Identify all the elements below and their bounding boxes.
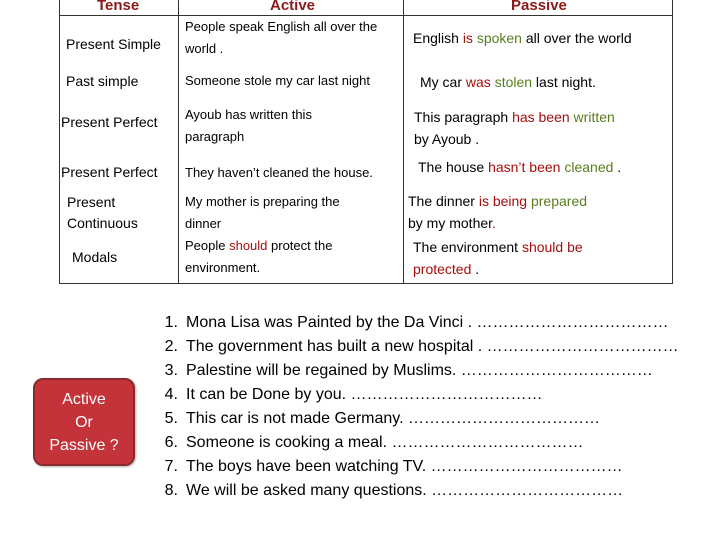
passive-line: protected . <box>413 261 480 277</box>
tense-past-simple: Past simple <box>66 73 139 89</box>
passive-line: This paragraph has been written <box>414 109 615 125</box>
tense-modals: Modals <box>72 249 118 265</box>
header-active: Active <box>270 0 316 14</box>
passive-verb-aux: should be <box>521 239 583 255</box>
passive-line: The environment should be <box>413 239 583 255</box>
active-line: environment. <box>185 260 261 275</box>
active-line: world . <box>185 41 224 56</box>
passive-verb-participle: stolen <box>494 74 533 90</box>
table-border-left <box>59 0 60 283</box>
passive-text: My car <box>420 74 466 90</box>
passive-verb-aux: is being <box>478 193 528 209</box>
tense-present-continuous: Present Continuous <box>67 194 138 231</box>
active-or-passive-badge: Active Or Passive ? <box>33 378 135 466</box>
list-item: 2. The government has built a new hospital . ……………………………… <box>164 338 679 355</box>
passive-verb-aux: hasn’t been <box>488 159 561 175</box>
passive-verb-participle: protected <box>413 261 472 277</box>
list-item: 3. Palestine will be regained by Muslims. ……………………………… <box>164 362 653 379</box>
list-item: 4. It can be Done by you. ……………………………… <box>164 386 543 403</box>
list-item: 8. We will be asked many questions. ……………………………… <box>164 482 624 499</box>
table-border-right <box>672 0 673 283</box>
active-sentence-4: They haven’t cleaned the house. <box>185 165 373 180</box>
passive-sentence-2 <box>420 71 596 93</box>
column-divider-2 <box>403 0 404 283</box>
exercise-list <box>150 311 720 503</box>
header-passive: Passive <box>511 0 567 14</box>
active-sentence-5 <box>185 191 340 235</box>
active-sentence-2: Someone stole my car last night <box>185 73 370 88</box>
passive-verb-aux: has been <box>512 109 570 125</box>
passive-line: The dinner is being prepared <box>408 193 588 209</box>
active-sentence-6 <box>185 235 332 279</box>
passive-verb-participle: cleaned <box>560 159 614 175</box>
passive-verb-participle: spoken <box>476 30 522 46</box>
passive-text: English <box>413 30 463 46</box>
passive-line: by my mother. <box>408 215 496 231</box>
tense-present-perfect-negative: Present Perfect <box>61 164 158 180</box>
passive-sentence-5 <box>408 190 587 234</box>
active-modal: should <box>229 238 268 253</box>
passive-text: all over the world <box>521 30 632 46</box>
active-sentence-1 <box>185 16 377 60</box>
active-line: People should protect the <box>185 238 333 253</box>
active-line: My mother is preparing the <box>185 194 340 209</box>
passive-sentence-3 <box>414 106 615 150</box>
passive-verb-participle: prepared <box>527 193 588 209</box>
tense-present-perfect: Present Perfect <box>61 114 158 130</box>
header-tense: Tense <box>97 0 140 14</box>
passive-verb-aux: was <box>465 74 495 90</box>
list-item: 6. Someone is cooking a meal. ……………………………… <box>164 434 584 451</box>
passive-verb-aux: is <box>462 30 473 46</box>
passive-sentence-4: The house hasn’t been cleaned . <box>418 159 622 175</box>
active-line: dinner <box>185 216 222 231</box>
list-item: 7. The boys have been watching TV. ……………………………… <box>164 458 623 475</box>
passive-sentence-6 <box>413 236 583 280</box>
table-border-bottom <box>59 283 673 284</box>
list-item: 1. Mona Lisa was Painted by the Da Vinci . ……………………………… <box>164 314 669 331</box>
passive-line: by Ayoub . <box>414 131 480 147</box>
active-line: Ayoub has written this <box>185 107 312 122</box>
active-line: paragraph <box>185 129 245 144</box>
passive-text: last night. <box>532 74 596 90</box>
passive-sentence-1 <box>413 27 632 49</box>
passive-verb-participle: written <box>569 109 615 125</box>
active-sentence-3 <box>185 104 312 148</box>
tense-present-simple: Present Simple <box>66 36 161 52</box>
active-line: People speak English all over the <box>185 19 378 34</box>
column-divider-1 <box>178 0 179 283</box>
list-item: 5. This car is not made Germany. ……………………………… <box>164 410 600 427</box>
